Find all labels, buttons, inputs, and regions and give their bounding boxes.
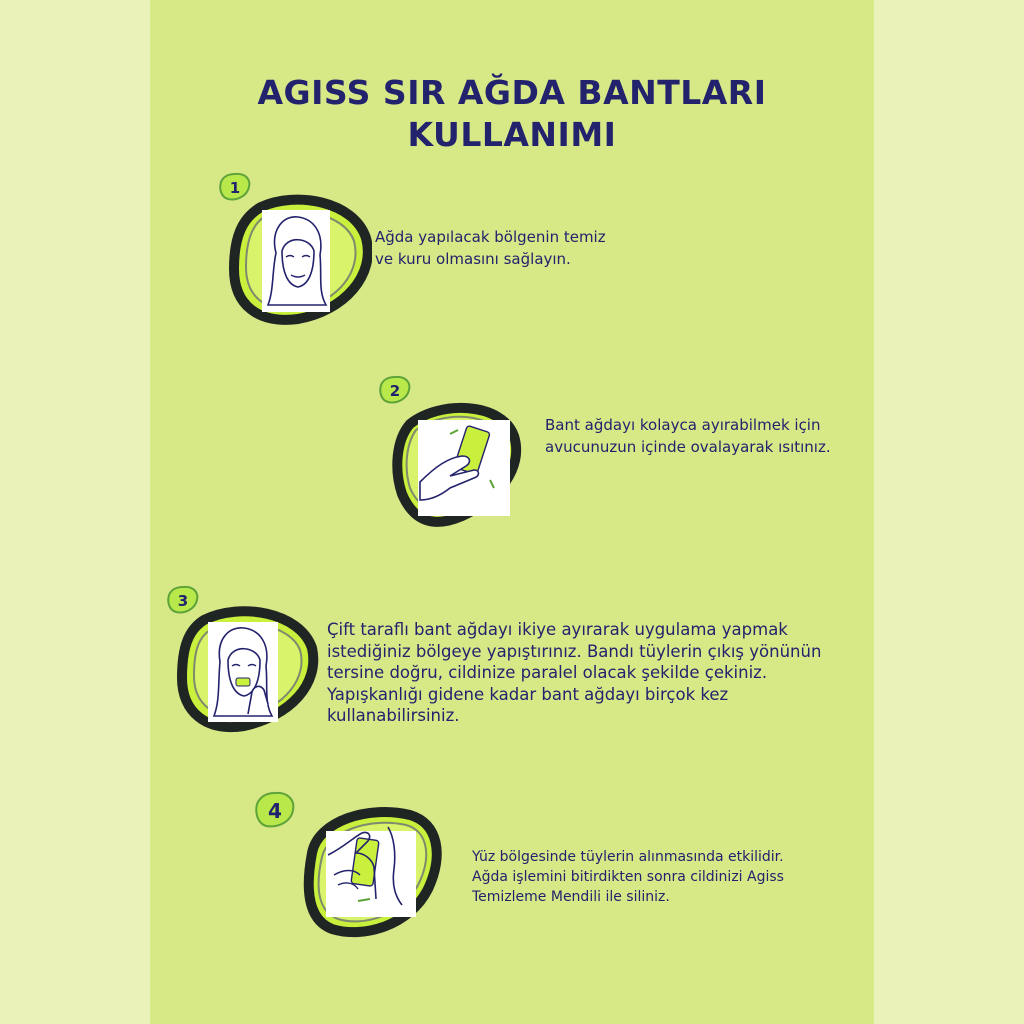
woman-face-icon <box>226 193 372 327</box>
step-4-badge <box>253 790 297 830</box>
step-1-text <box>375 226 606 270</box>
step-3-line-1: Çift taraflı bant ağdayı ikiye ayırarak uygulama yapmak <box>327 620 788 639</box>
step-4-line-2: Ağda işlemini bitirdikten sonra cildinizi Agiss <box>472 869 784 885</box>
step-1-number: 1 <box>229 179 241 197</box>
title-line-1: AGISS SIR AĞDA BANTLARI <box>257 73 767 112</box>
step-2-text <box>545 414 831 458</box>
step-3-line-2: istediğiniz bölgeye yapıştırınız. Bandı tüylerin çıkış yönünün <box>327 641 822 661</box>
step-2-number: 2 <box>389 382 401 400</box>
step-4-text <box>472 847 784 907</box>
step-3-line-4: Yapışkanlığı gidene kadar bant ağdayı birçok kez <box>327 684 729 704</box>
step-4-number: 4 <box>268 799 282 823</box>
woman-applying-strip-icon <box>174 604 320 734</box>
step-3-number: 3 <box>177 592 189 610</box>
step-3-line-5: kullanabilirsiniz. <box>327 706 460 725</box>
step-4-line-3: Temizleme Mendili ile siliniz. <box>472 889 670 905</box>
page-title <box>150 72 874 156</box>
hand-pulling-strip-icon <box>298 803 444 943</box>
step-2-line-1: Bant ağdayı kolayca ayırabilmek için <box>545 416 821 434</box>
step-3-line-3: tersine doğru, cildinize paralel olacak şekilde çekiniz. <box>327 663 768 682</box>
step-4-line-1: Yüz bölgesinde tüylerin alınmasında etkilidir. <box>472 849 784 865</box>
step-3-text <box>327 619 821 727</box>
step-1-line-1: Ağda yapılacak bölgenin temiz <box>375 228 606 246</box>
step-2-line-2: avucunuzun içinde ovalayarak ısıtınız. <box>545 438 831 456</box>
title-line-2: KULLANIMI <box>407 115 617 154</box>
hand-rubbing-strip-icon <box>390 396 522 532</box>
step-1-line-2: ve kuru olmasını sağlayın. <box>375 250 571 268</box>
